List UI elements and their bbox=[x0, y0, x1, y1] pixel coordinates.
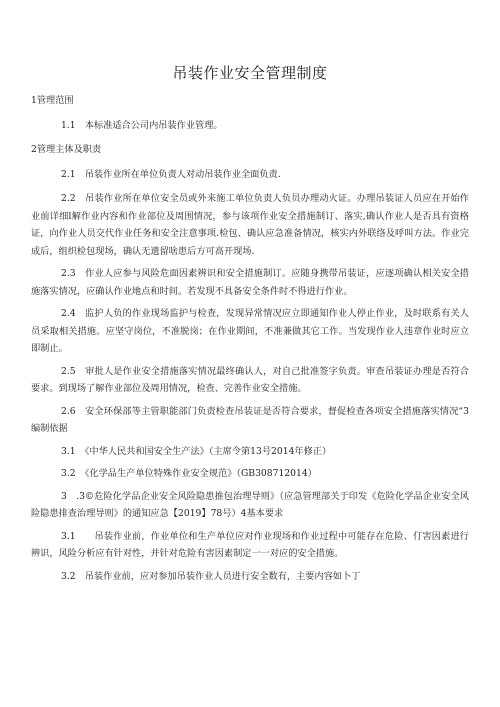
paragraph-3-1: 3.1 《中华人民共和国安全生产法》（主席令第13号2014年修正） bbox=[61, 445, 332, 457]
paragraph-2-6: 2.6 安全环保部等主管职能部门负责检查吊装证是否符合要求，督促检查各项安全措施落实情况“3编制依据 bbox=[31, 405, 469, 434]
document-body bbox=[31, 92, 469, 585]
section-heading-scope: 1管理范围 bbox=[31, 95, 74, 106]
paragraph-2-5: 2.5 审批人是作业安全措施落实情况最终确认人，对自己批准签字负责。审查吊装证办理是否符合要求。到现场了解作业部位及周用情况，检查、完善作业安全措施。 bbox=[31, 365, 469, 394]
paragraph-2-2: 2.2 吊装作业所在单位安全员或外来施工单位负责人负员办理动火证。办理吊装证人员应在开始作业前详细l解作业内容和作业部位及周围情况，参与该项作业安全措施制订、落实,确认作业人是否具有资格证，向作业人员交代作业任务和安全注意事项.检包、确认应急准备情况，核实内外联络及呼叫方法。作业完成后，组织检包现场，确认无遗留啥患后方可高开现场. bbox=[31, 193, 469, 257]
paragraph-2-1: 2.1 吊装作业所在单位负责人对动吊装作业全面负责. bbox=[61, 168, 281, 180]
paragraph-3-3: 3 .3©危险化学品企业安全风险隐患推包治理导则》（应急管理部关于印发《危险化学品企业安全风险隐患排查治理导则》的通知应急【2019】78号）4基本要求 bbox=[31, 490, 469, 519]
paragraph-1-1: 1.1 本标准适合公司内吊装作业管理。 bbox=[61, 119, 223, 131]
paragraph-3-2: 3.2 《化学品生产单位特殊作业安全规范》（GB308712014） bbox=[61, 468, 317, 479]
paragraph-2-4: 2.4 监护人负的作业现场监护与检查，发现异常情况应立即通知作业人停止作业，及时联系有关人员采取相关措施。应坚守岗位，不准脱岗；在作业期间，不准兼做其它工作。当发现作业人违章作业时应立即制止。 bbox=[31, 308, 469, 354]
section-heading-responsibilities: 2管理主体及职责 bbox=[31, 144, 102, 155]
document-title: 吊装作业安全管理制度 bbox=[172, 64, 328, 82]
paragraph-4-2: 3.2 吊装作业前，应对参加吊装作业人员进行安全数有，主要内容如卜丁 bbox=[61, 570, 361, 582]
paragraph-2-3: 2.3 作业人应参与风险危面因素辨识和安全措施制订。应随身携带吊装证，应逐项确认相关安全措施落实情况，应确认作业地点和时间。若发现不具备安全条件时不得进行作业。 bbox=[31, 268, 469, 297]
paragraph-4-1: 3.1 吊装作业前，作业单位和生产单位应对作业现场和作业过程中可能存在危险、仃害因素进行辨识，风险分析应有针对性，并针对危险有害因素制定一一对应的安全措施。 bbox=[31, 530, 469, 559]
